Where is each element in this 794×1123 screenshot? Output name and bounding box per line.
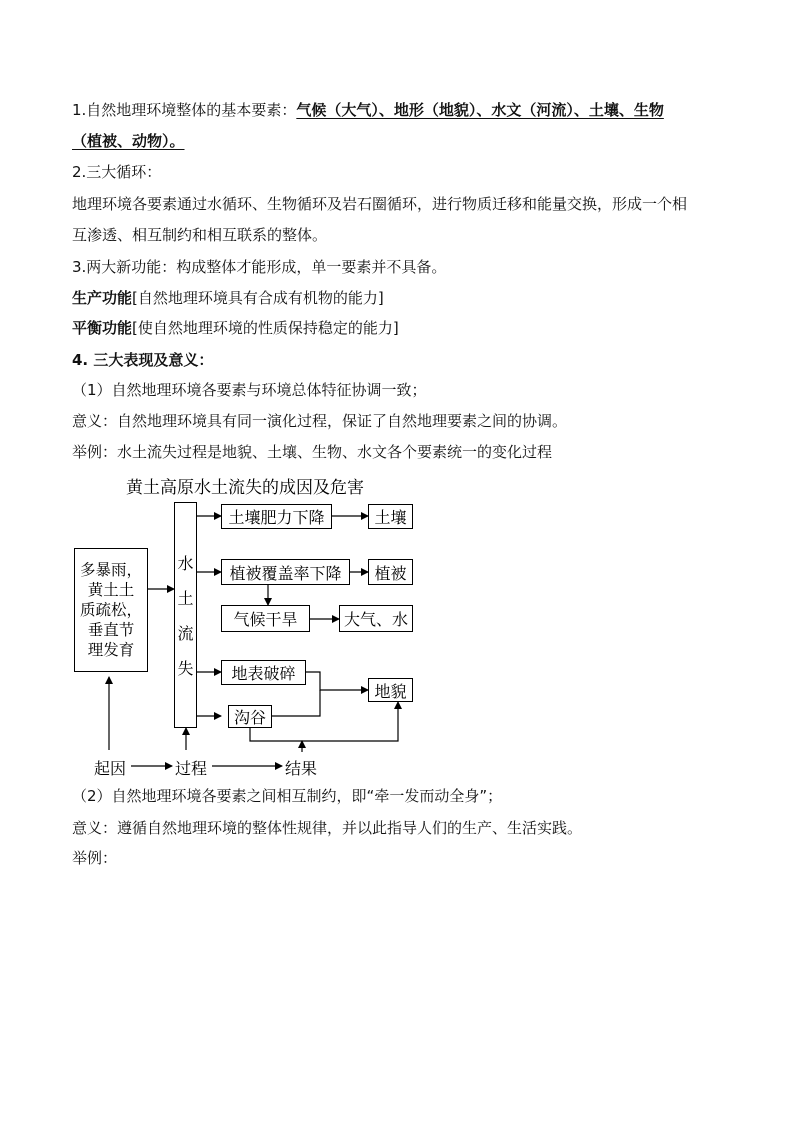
surface-broken-box: 地表破碎 bbox=[221, 660, 306, 685]
cause-line-5: 理发育 bbox=[87, 641, 135, 659]
section-3-title: 3.两大新功能：构成整体才能形成，单一要素并不具备。 bbox=[72, 258, 447, 276]
cause-line-1: 多暴雨， bbox=[79, 561, 142, 579]
diagram-title: 黄土高原水土流失的成因及危害 bbox=[126, 478, 364, 498]
item-1-example: 举例：水土流失过程是地貌、土壤、生物、水文各个要素统一的变化过程 bbox=[72, 443, 553, 461]
vegetation-box: 植被 bbox=[368, 559, 413, 585]
basic-elements-list-cont: （植被、动物）。 bbox=[72, 132, 185, 150]
process-char-1: 水 bbox=[177, 554, 194, 573]
process-char-3: 流 bbox=[177, 624, 194, 643]
balance-function-label: 平衡功能 bbox=[72, 319, 133, 337]
process-box bbox=[174, 502, 197, 728]
soil-box: 土壤 bbox=[368, 504, 413, 529]
vegetation-cover-box: 植被覆盖率下降 bbox=[221, 559, 350, 585]
item-2-meaning: 意义：遵循自然地理环境的整体性规律，并以此指导人们的生产、生活实践。 bbox=[72, 819, 583, 837]
label-cause: 起因 bbox=[94, 759, 127, 778]
label-process: 过程 bbox=[175, 759, 208, 778]
basic-elements-list: 气候（大气）、地形（地貌）、水文（河流）、土壤、生物 bbox=[296, 101, 664, 119]
label-result: 结果 bbox=[285, 759, 318, 778]
production-function-desc: [自然地理环境具有合成有机物的能力] bbox=[132, 289, 384, 307]
section-4-title: 4. 三大表现及意义： bbox=[72, 351, 214, 369]
process-char-2: 土 bbox=[177, 589, 194, 608]
section-2-title: 2.三大循环： bbox=[72, 163, 162, 181]
balance-function-desc: [使自然地理环境的性质保持稳定的能力] bbox=[132, 319, 399, 337]
soil-fertility-box: 土壤肥力下降 bbox=[221, 504, 332, 529]
climate-drought-box: 气候干旱 bbox=[221, 605, 310, 632]
gully-box: 沟谷 bbox=[228, 705, 272, 728]
item-2-example: 举例： bbox=[72, 849, 118, 867]
item-1-meaning: 意义：自然地理环境具有同一演化过程，保证了自然地理要素之间的协调。 bbox=[72, 412, 568, 430]
paragraph-1-prefix: 1.自然地理环境整体的基本要素： bbox=[72, 101, 297, 119]
paragraph-3-line-1: 地理环境各要素通过水循环、生物循环及岩石圈循环，进行物质迁移和能量交换，形成一个相 bbox=[72, 195, 688, 213]
item-2-title: （2）自然地理环境各要素之间相互制约，即“牵一发而动全身”； bbox=[72, 787, 503, 805]
cause-line-2: 黄土土 bbox=[87, 581, 135, 599]
air-water-box: 大气、水 bbox=[339, 605, 413, 632]
cause-line-3: 质疏松， bbox=[79, 601, 142, 619]
paragraph-3-line-2: 互渗透、相互制约和相互联系的整体。 bbox=[72, 226, 328, 244]
production-function-label: 生产功能 bbox=[72, 289, 133, 307]
cause-box bbox=[74, 548, 148, 672]
landform-box: 地貌 bbox=[368, 678, 413, 702]
item-1-title: （1）自然地理环境各要素与环境总体特征协调一致； bbox=[72, 381, 427, 399]
cause-line-4: 垂直节 bbox=[87, 621, 135, 639]
process-char-4: 失 bbox=[177, 659, 194, 678]
